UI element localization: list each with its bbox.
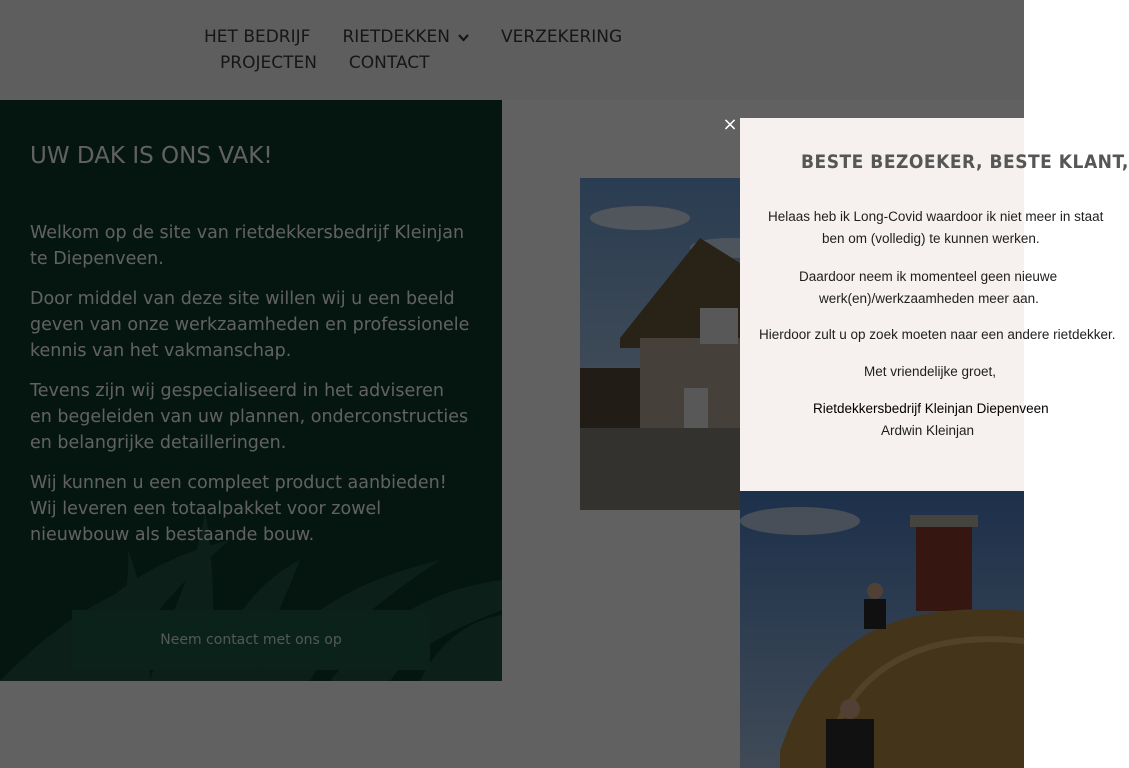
announcement-popup <box>740 118 1129 491</box>
popup-company-name: Rietdekkersbedrijf Kleinjan Diepenveen <box>813 401 1049 416</box>
popup-message-line: Helaas heb ik Long-Covid waardoor ik niet meer in staat <box>768 209 1104 224</box>
popup-greeting: Met vriendelijke groet, <box>864 364 997 379</box>
popup-message-line: Daardoor neem ik momenteel geen nieuwe <box>799 269 1058 284</box>
popup-title: BESTE BEZOEKER, BESTE KLANT, <box>801 151 1129 173</box>
popup-message-line: ben om (volledig) te kunnen werken. <box>822 231 1040 246</box>
popup-close-button[interactable]: × <box>722 114 738 135</box>
popup-message-line: Hierdoor zult u op zoek moeten naar een andere rietdekker. <box>759 327 1116 342</box>
popup-signature: Ardwin Kleinjan <box>881 423 975 438</box>
popup-message-line: werk(en)/werkzaamheden meer aan. <box>819 291 1039 306</box>
